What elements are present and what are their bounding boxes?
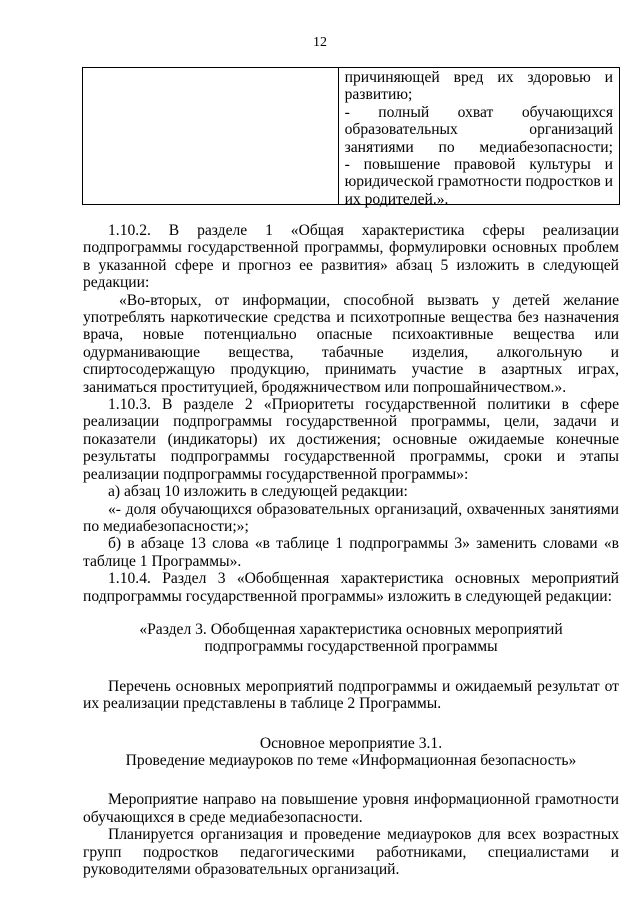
document-body <box>83 222 619 878</box>
paragraph-a: а) абзац 10 изложить в следующей редакции: <box>108 483 408 501</box>
table-line: причиняющей вред их здоровью и <box>344 69 613 86</box>
paragraph-direction: Мероприятие направо на повышение уровня информационной грамотности обучающихся в среде медиабезопасности. <box>83 791 619 826</box>
page-number: 12 <box>313 35 327 50</box>
table-line: развитию; <box>344 86 413 104</box>
paragraph-plan: Планируется организация и проведение медиауроков для всех возрастных групп подростков педагогическими работниками, специалистами и руководителями образовательных организаций. <box>83 826 619 878</box>
table-line: их родителей.». <box>344 190 449 208</box>
table-line: - повышение правовой культуры и <box>344 156 613 174</box>
table-left-cell <box>83 68 339 204</box>
measure-heading-line-1: Основное мероприятие 3.1. <box>259 734 443 752</box>
table-line: - полный охват обучающихся <box>344 103 613 121</box>
paragraph-b: б) в абзаце 13 слова «в таблице 1 подпрограммы 3» заменить словами «в таблице 1 Программы». <box>83 535 619 570</box>
paragraph-1-10-3: 1.10.3. В разделе 2 «Приоритеты государственной политики в сфере реализации подпрограммы государственной программы, цели, задачи и показатели (индикаторы) их достижения; основные ожидаемые конечные результаты подпрограммы государственной программы, сроки и этапы реализации подпрограммы государственной программы»: <box>83 396 619 483</box>
paragraph-1-10-2: 1.10.2. В разделе 1 «Общая характеристика сферы реализации подпрограммы государственной программы, формулировки основных проблем в указанной сфере и прогноз ее развития» абзац 5 изложить в следующей редакции: <box>83 222 619 292</box>
section-heading-line-2: подпрограммы государственной программы <box>204 638 498 656</box>
section-heading-line-1: «Раздел 3. Обобщенная характеристика основных мероприятий <box>139 620 563 638</box>
table-line: образовательных организаций <box>344 121 613 139</box>
paragraph-1-10-4: 1.10.4. Раздел 3 «Обобщенная характеристика основных мероприятий подпрограммы государственной программы» изложить в следующей редакции: <box>83 570 619 605</box>
measure-heading-line-2: Проведение медиауроков по теме «Информационная безопасность» <box>125 751 577 769</box>
paragraph-a-quote: «- доля обучающихся образовательных организаций, охваченных занятиями по медиабезопасности;»; <box>83 500 619 535</box>
paragraph-quote: «Во-вторых, от информации, способной вызвать у детей желание употреблять наркотические средства и психотропные вещества без назначения врача, новые потенциально опасные психоактивные вещества или одурманивающие вещества, табачные изделия, алкогольную и спиртосодержащую продукцию, принимать участие в азартных играх, заниматься проституцией, бродяжничеством или попрошайничеством.». <box>83 291 619 396</box>
paragraph-list: Перечень основных мероприятий подпрограммы и ожидаемый результат от их реализации представлены в таблице 2 Программы. <box>83 677 619 713</box>
table-line: занятиями по медиабезопасности; <box>344 138 613 156</box>
continuation-table <box>82 67 620 208</box>
table-right-cell <box>339 68 619 208</box>
table-line: юридической грамотности подростков и <box>344 173 613 191</box>
